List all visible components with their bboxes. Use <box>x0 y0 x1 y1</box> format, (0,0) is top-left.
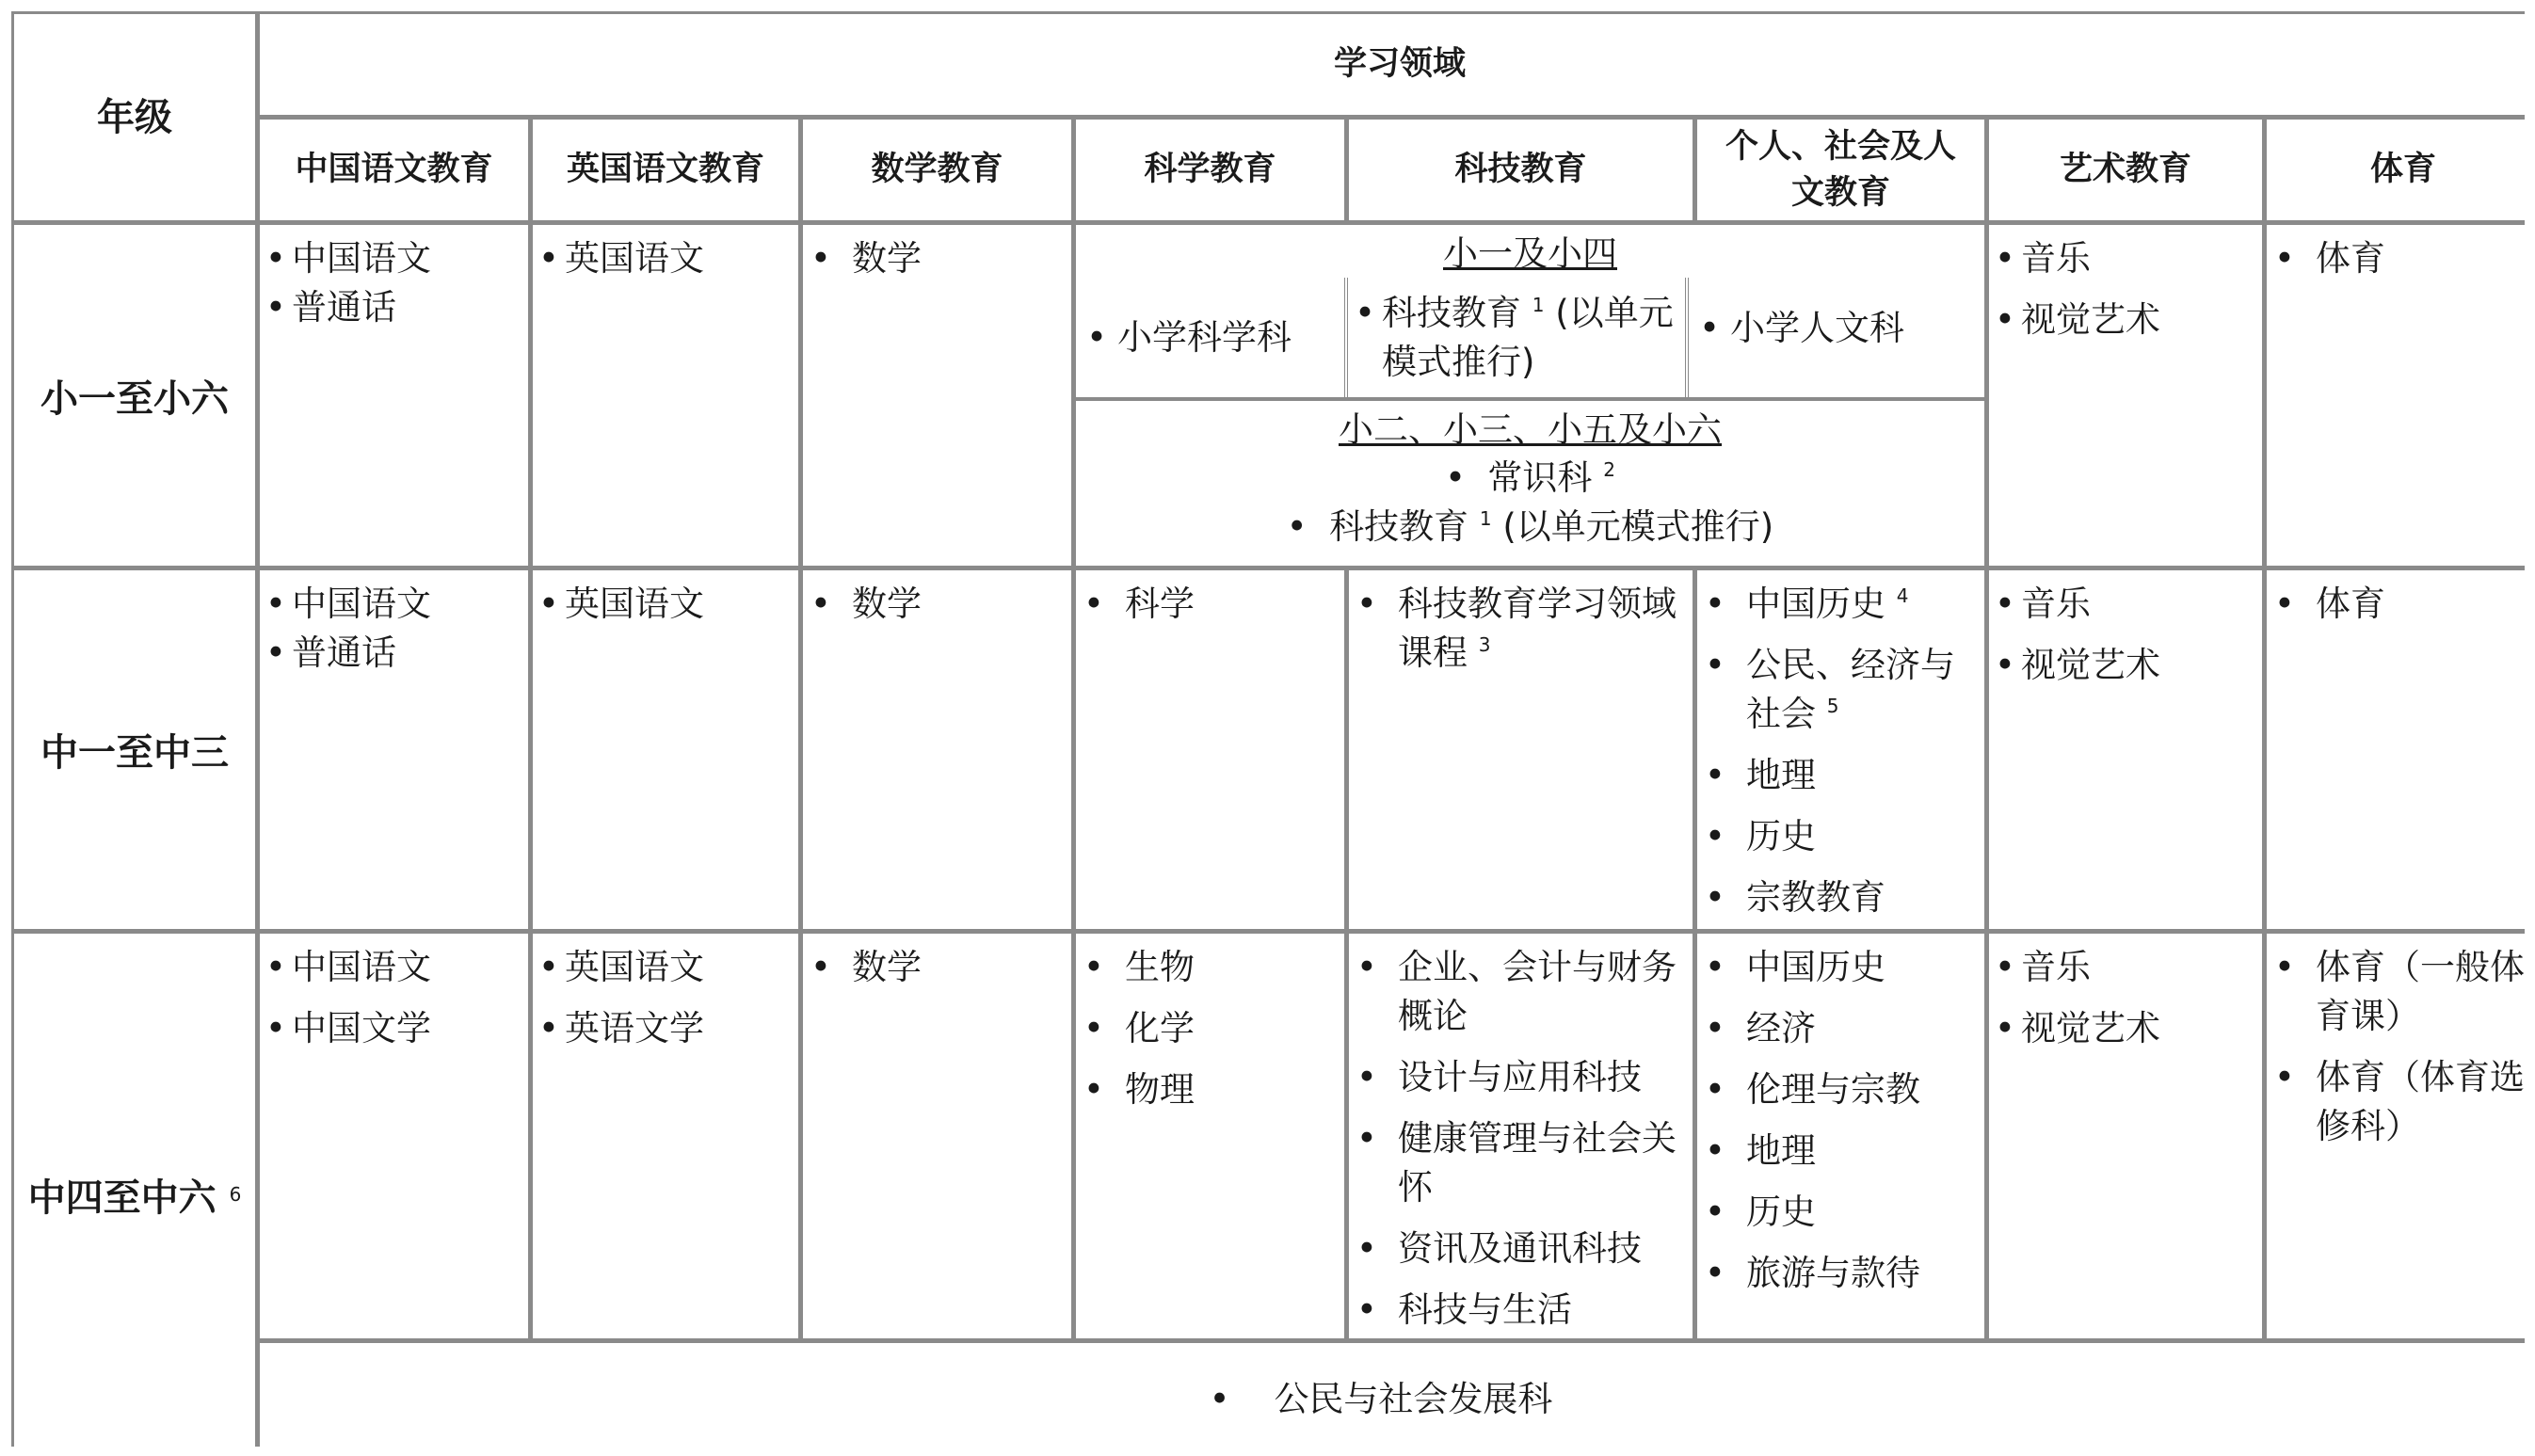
junior-math-cell <box>803 570 1071 929</box>
footnote-marker: 1 <box>1479 507 1492 530</box>
list-item: • 音乐 <box>1995 580 2254 629</box>
subject-header-label: 个人、社会及人文教育 <box>1725 127 1957 212</box>
list-item: • 化学 <box>1083 1004 1337 1053</box>
junior-science-cell <box>1076 570 1344 929</box>
grade-header <box>14 14 255 220</box>
common-subject-item: • 公民与社会发展科 <box>1209 1378 1553 1419</box>
list-item: • 数学 <box>810 943 1064 992</box>
subject-header-label: 艺术教育 <box>2059 151 2191 188</box>
list-item: • 中国语文 <box>265 580 521 629</box>
list-item: • 数学 <box>810 580 1064 629</box>
list-item: • 地理 <box>1705 751 1977 800</box>
list-item: • 音乐 <box>1995 234 2254 283</box>
list-item: • 英国语文 <box>538 580 791 629</box>
list-item: • 宗教教育 <box>1705 873 1977 922</box>
footnote-marker: 2 <box>1603 458 1615 481</box>
grade-primary <box>14 225 255 566</box>
footnote-marker: 5 <box>1826 695 1839 717</box>
list-item: • 企业、会计与财务概论 <box>1356 943 1685 1041</box>
list-item: • 数学 <box>810 234 1064 283</box>
list-item: • 旅游与款待 <box>1705 1249 1977 1298</box>
subject-header-math <box>803 120 1071 220</box>
list-item: • 经济 <box>1705 1004 1977 1053</box>
junior-arts-cell <box>1989 570 2262 929</box>
list-item: • 视觉艺术 <box>1995 641 2254 690</box>
senior-technology-cell <box>1349 934 1693 1338</box>
list-item: • 物理 <box>1083 1065 1337 1114</box>
list-item <box>1705 580 1977 629</box>
list-item: • 历史 <box>1705 812 1977 861</box>
primary-english-cell <box>533 225 798 566</box>
curriculum-table <box>11 11 2525 1447</box>
senior-pe-cell <box>2267 934 2535 1338</box>
junior-technology-cell <box>1349 570 1693 929</box>
learning-domain-header <box>260 14 2535 115</box>
grade-label: 中一至中三 <box>40 731 229 775</box>
list-item: 小学科学科 <box>1117 316 1292 358</box>
list-item: • 地理 <box>1705 1127 1977 1176</box>
list-item: • 视觉艺术 <box>1995 296 2254 344</box>
subject-label: 中国历史 <box>1746 584 1885 624</box>
list-item: • 伦理与宗教 <box>1705 1065 1977 1114</box>
list-item: • 科技与生活 <box>1356 1286 1685 1335</box>
subject-header-label: 体育 <box>2369 151 2436 188</box>
list-item: • 科学 <box>1083 580 1337 629</box>
footnote-marker: 4 <box>1896 584 1909 607</box>
junior-english-cell <box>533 570 798 929</box>
list-item: • 中国文学 <box>265 1004 521 1053</box>
list-item: 公民与社会发展科 <box>1274 1378 1553 1419</box>
grade-label: 小一至小六 <box>40 376 229 421</box>
junior-pe-cell <box>2267 570 2535 929</box>
subject-header-label: 中国语文教育 <box>295 151 493 188</box>
p1-p4-technology: • 科技教育 $^1$ (以单元模式推行) <box>1344 278 1689 397</box>
list-item: • 资讯及通讯科技 <box>1356 1224 1685 1273</box>
other-levels-item-tech: • 科技教育 $^1$ (以单元模式推行) <box>1286 506 1774 547</box>
p1-p4-science: • 小学科学科 <box>1076 278 1344 397</box>
subject-header-technology <box>1349 120 1693 220</box>
list-item: • 设计与应用科技 <box>1356 1053 1685 1102</box>
list-item: • 体育（体育选修科） <box>2274 1053 2532 1151</box>
list-item <box>1356 580 1685 678</box>
list-item: • 历史 <box>1705 1188 1977 1237</box>
primary-math-cell <box>803 225 1071 566</box>
grade-senior: 中四至中六 6 <box>14 934 255 1455</box>
tech-label: 科技教育 <box>1382 292 1521 333</box>
tech-note: (以单元模式推行) <box>1502 506 1774 547</box>
other-levels-item-gs: • 常识科 $^2$ <box>1445 457 1615 498</box>
learning-domain-label: 学习领域 <box>1333 45 1466 83</box>
subject-header-label: 英国语文教育 <box>566 151 764 188</box>
list-item: 小学人文科 <box>1730 308 1904 348</box>
footnote-marker: 1 <box>1532 293 1545 316</box>
list-item <box>1705 641 1977 739</box>
footnote-marker: 3 <box>1478 633 1491 656</box>
list-item: • 健康管理与社会关怀 <box>1356 1114 1685 1212</box>
other-levels-title: 小二、小三、小五及小六 <box>1339 409 1722 450</box>
p1-p4-humanities: • 小学人文科 <box>1689 278 1984 397</box>
list-item: • 普通话 <box>265 629 521 678</box>
subject-header-label: 科技教育 <box>1454 151 1587 188</box>
list-item: 科技教育 <box>1329 506 1469 547</box>
list-item: • 英国语文 <box>538 234 791 283</box>
primary-merged-block <box>1076 225 1984 566</box>
subject-header-arts <box>1989 120 2262 220</box>
list-item: • 英语文学 <box>538 1004 791 1053</box>
list-item: • 视觉艺术 <box>1995 1004 2254 1053</box>
list-item: • 体育 <box>2274 580 2532 629</box>
primary-arts-cell <box>1989 225 2262 566</box>
senior-chinese-cell <box>260 934 528 1338</box>
list-item: • 中国历史 <box>1705 943 1977 992</box>
senior-math-cell <box>803 934 1071 1338</box>
list-item: • 中国语文 <box>265 234 521 283</box>
junior-pshe-cell <box>1697 570 1984 929</box>
senior-pshe-cell <box>1697 934 1984 1338</box>
tech-label: 科技教育学习领域课程 <box>1398 584 1677 673</box>
list-item: • 体育 <box>2274 234 2532 283</box>
subject-header-label: 科学教育 <box>1144 151 1276 188</box>
subject-header-science <box>1076 120 1344 220</box>
subject-header-pshe <box>1697 120 1984 220</box>
junior-chinese-cell <box>260 570 528 929</box>
list-item: • 中国语文 <box>265 943 521 992</box>
subject-label: 公民、经济与社会 <box>1746 645 1955 734</box>
subject-header-label: 数学教育 <box>871 151 1003 188</box>
grade-label: 中四至中六 <box>27 1176 217 1220</box>
senior-common-subject-cell <box>260 1343 2535 1455</box>
list-item: 常识科 <box>1487 457 1593 498</box>
other-levels-section <box>1076 401 1984 566</box>
list-item: • 音乐 <box>1995 943 2254 992</box>
list-item: • 体育（一般体育课） <box>2274 943 2532 1041</box>
list-item: • 生物 <box>1083 943 1337 992</box>
grade-junior <box>14 570 255 929</box>
tech-note: (以单元模式推行) <box>1382 292 1674 382</box>
subject-header-pe <box>2267 120 2535 220</box>
p1-p4-section <box>1076 225 1984 397</box>
senior-english-cell <box>533 934 798 1338</box>
primary-pe-cell <box>2267 225 2535 566</box>
subject-header-english <box>533 120 798 220</box>
subject-header-chinese <box>260 120 528 220</box>
grade-header-label: 年级 <box>97 95 172 139</box>
p1-p4-title: 小一及小四 <box>1443 233 1617 274</box>
list-item: • 普通话 <box>265 283 521 332</box>
senior-science-cell <box>1076 934 1344 1338</box>
senior-arts-cell <box>1989 934 2262 1338</box>
primary-chinese-cell <box>260 225 528 566</box>
list-item: • 英国语文 <box>538 943 791 992</box>
